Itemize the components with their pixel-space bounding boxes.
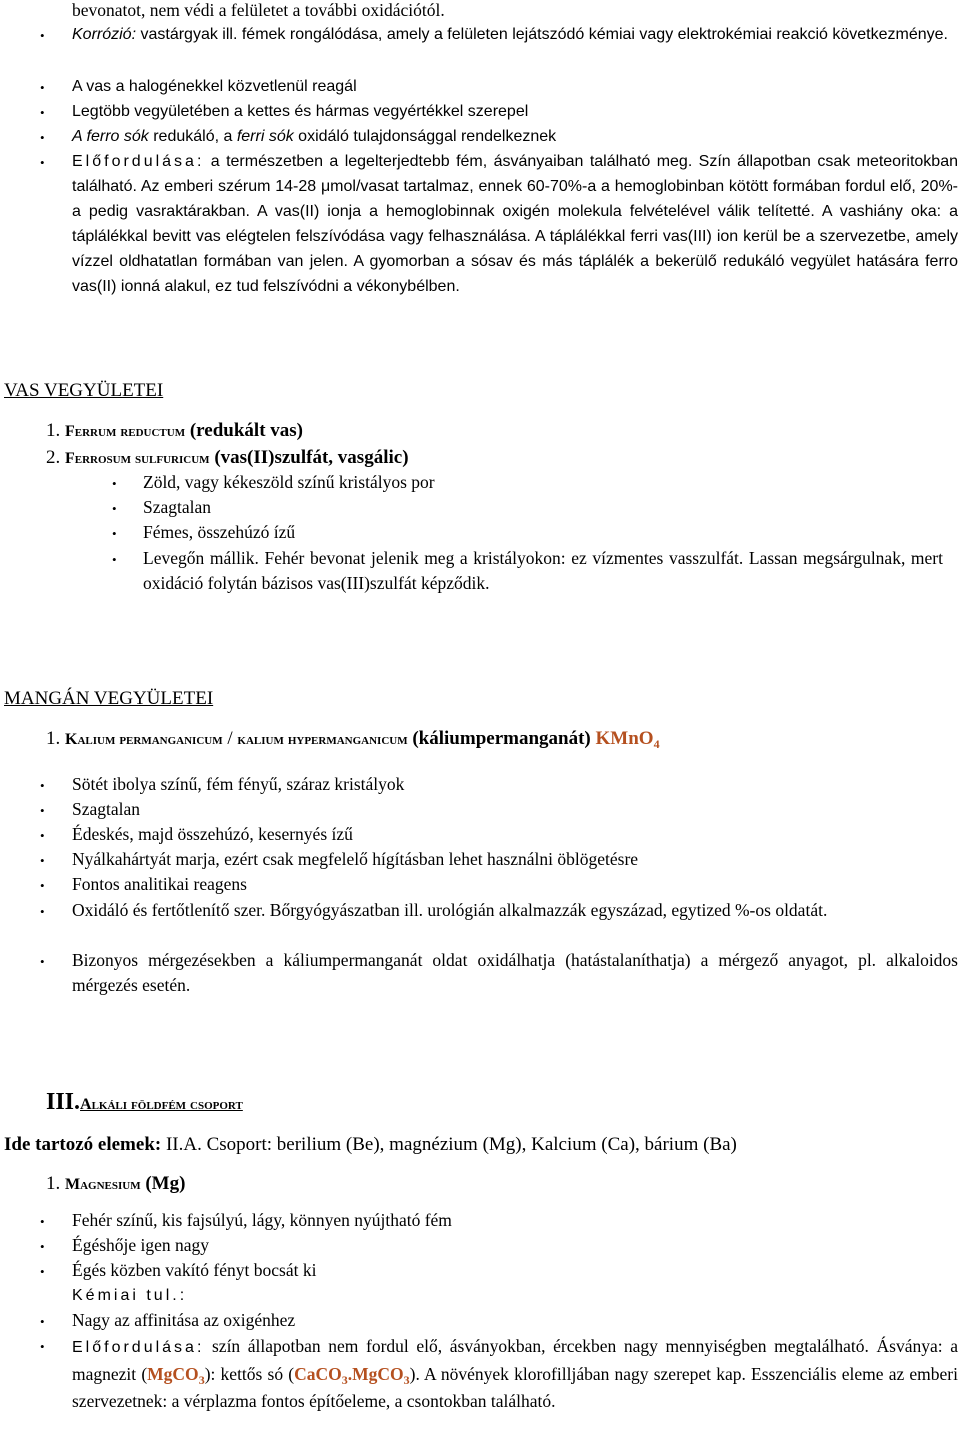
label: Előfordulása:	[72, 1339, 205, 1356]
mg-elofordulas-paragraph	[72, 1333, 958, 1415]
list-item: Bizonyos mérgezésekben a káliumpermanganát oldat oxidálhatja (hatástalaníthatja) a mérgező anyagot, pl. alkaloidos mérgezés esetén.	[72, 950, 958, 995]
members-line	[4, 1132, 737, 1157]
korrozio-paragraph	[72, 22, 958, 47]
list-item: Levegőn mállik. Fehér bevonat jelenik meg a kristályokon: ez vízmentes vasszulfát. Lassan megsárgulnak, mert oxidáció folytán bázisos vas(III)szulfát képződik.	[143, 548, 943, 593]
bullet: •	[40, 1339, 45, 1354]
bullet: •	[40, 904, 45, 919]
label: Előfordulása:	[72, 153, 205, 170]
section-heading-mangan: MANGÁN VEGYÜLETEI	[4, 688, 214, 709]
latin-name: Kalium permanganicum	[65, 731, 223, 748]
text-line: bevonatot, nem védi a felületet a további oxidációtól.	[72, 0, 445, 20]
vegyertek-text: Legtöbb vegyületében a kettes és hármas vegyértékkel szerepel	[72, 103, 529, 120]
mangan-item-1	[46, 726, 660, 752]
num: 1.	[46, 728, 61, 749]
vas-item-2	[46, 445, 409, 471]
text: szín állapotban nem fordul elő, ásványokban, ércekben nagy mennyiségben megtalálható. Ásványa: a magnezit (	[72, 1336, 958, 1384]
vas-item-1	[46, 418, 303, 444]
section-title: Alkáli földfém csoport	[80, 1096, 243, 1113]
bullet: •	[40, 1314, 45, 1329]
bullet: •	[40, 803, 45, 818]
term: Korrózió:	[72, 26, 137, 43]
list-item: Fontos analitikai reagens	[72, 874, 247, 894]
bullet: •	[40, 28, 45, 43]
list-item: Fehér színű, kis fajsúlyú, lágy, könnyen nyújtható fém	[72, 1210, 452, 1230]
bullet: •	[40, 155, 45, 170]
list-item: Fémes, összehúzó ízű	[143, 522, 296, 542]
hungarian-name: (káliumpermanganát)	[407, 728, 596, 749]
bullet: •	[40, 80, 45, 95]
num: 1.	[46, 1173, 61, 1194]
bullet: •	[40, 1239, 45, 1254]
list-item: Nyálkahártyát marja, ezért csak megfelelő hígításban lehet használni öblögetésre	[72, 849, 639, 869]
bullet: •	[40, 853, 45, 868]
list-item: Zöld, vagy kékeszöld színű kristályos por	[143, 472, 435, 492]
bullet: •	[40, 105, 45, 120]
num: 2.	[46, 447, 61, 468]
term: ferri sók	[236, 128, 294, 145]
formula-dolomit: CaCO$_3$.MgCO$_3$	[294, 1364, 410, 1387]
bullet: •	[112, 501, 117, 516]
formula: KMnO$_4$	[595, 728, 660, 751]
list-item: Édeskés, majd összehúzó, kesernyés ízű	[72, 824, 353, 844]
list-item: Nagy az affinitása az oxigénhez	[72, 1310, 296, 1330]
term: A ferro sók	[72, 128, 149, 145]
bullet: •	[40, 130, 45, 145]
list-item: Égéshője igen nagy	[72, 1235, 210, 1255]
kemiai-label: Kémiai tul.:	[72, 1287, 188, 1304]
text: oxidáló tulajdonsággal rendelkeznek	[293, 128, 557, 145]
halogen-text: A vas a halogénekkel közvetlenül reagál	[72, 78, 357, 95]
bullet: •	[40, 828, 45, 843]
roman-numeral: III.	[46, 1089, 81, 1115]
section-heading-vas: VAS VEGYÜLETEI	[4, 380, 164, 401]
text: ). A növények klorofilljában nagy szerepet kap. Esszenciális eleme az emberi szervezetnek: a vérplazma fontos építőeleme, a csontokban található.	[72, 1364, 958, 1411]
list-item: Oxidáló és fertőtlenítő szer. Bőrgyógyászatban ill. urológián alkalmazzák egyszázad, egytized %-os oldatát.	[72, 900, 828, 920]
ferro-ferri-text	[72, 124, 556, 149]
latin-name-alt: kalium hypermanganicum	[237, 731, 408, 748]
magnesium-item	[46, 1171, 185, 1197]
symbol: (Mg)	[140, 1173, 186, 1194]
elofordulas-paragraph	[72, 149, 958, 299]
latin-name: Ferrosum sulfuricum	[65, 450, 210, 467]
bullet: •	[40, 1264, 45, 1279]
label: Ide tartozó elemek:	[4, 1134, 162, 1155]
text: ): kettős só (	[204, 1364, 295, 1384]
bullet: •	[112, 476, 117, 491]
text: vastárgyak ill. fémek rongálódása, amely a felületen lejátszódó kémiai vagy elektrokémiai reakció következménye.	[136, 26, 948, 43]
text: redukáló, a	[148, 128, 237, 145]
bullet: •	[40, 1214, 45, 1229]
list-item: Sötét ibolya színű, fém fényű, száraz kristályok	[72, 774, 405, 794]
hungarian-name: (vas(II)szulfát, vasgálic)	[209, 447, 409, 468]
formula-magnezit: MgCO$_3$	[147, 1364, 205, 1387]
latin-name: Ferrum reductum	[65, 423, 186, 440]
list-item: Égés közben vakító fényt bocsát ki	[72, 1260, 317, 1280]
list-item: Szagtalan	[143, 497, 212, 517]
bullet: •	[40, 878, 45, 893]
hungarian-name: (redukált vas)	[185, 420, 303, 441]
separator: /	[222, 728, 238, 749]
bullet: •	[112, 552, 117, 567]
text: a természetben a legelterjedtebb fém, ásványaiban található meg. Szín állapotban csak meteoritokban található. Az emberi szérum 14-28 μmol/vasat tartalmaz, ennek 60-70%-a a hemoglobinban kötött formában fordul elő, 20%-a pedig vasraktárakban. A vas(II) ionja a hemoglobinnak oxigén molekula felvételével válik telítetté. A vashiány oka: a táplálékkal bevitt vas elégtelen felszívódása vagy felhasználása. A táplálékkal ferri vas(III) ion kerül be a szervezetbe, amely vízzel oldhatatlan formában van jelen. A gyomorban a sósav és más táplálék a bekerülő redukáló vegyület hatására ferro vas(II) ionná alakul, ez tud felszívódni a vékonybélben.	[72, 153, 958, 295]
bullet: •	[40, 778, 45, 793]
latin-name: Magnesium	[65, 1176, 141, 1193]
list-item: Szagtalan	[72, 799, 141, 819]
num: 1.	[46, 420, 61, 441]
text: II.A. Csoport: berilium (Be), magnézium (Mg), Kalcium (Ca), bárium (Ba)	[161, 1134, 737, 1155]
bullet: •	[112, 526, 117, 541]
bullet: •	[40, 954, 45, 969]
section-heading-iii	[46, 1090, 243, 1117]
